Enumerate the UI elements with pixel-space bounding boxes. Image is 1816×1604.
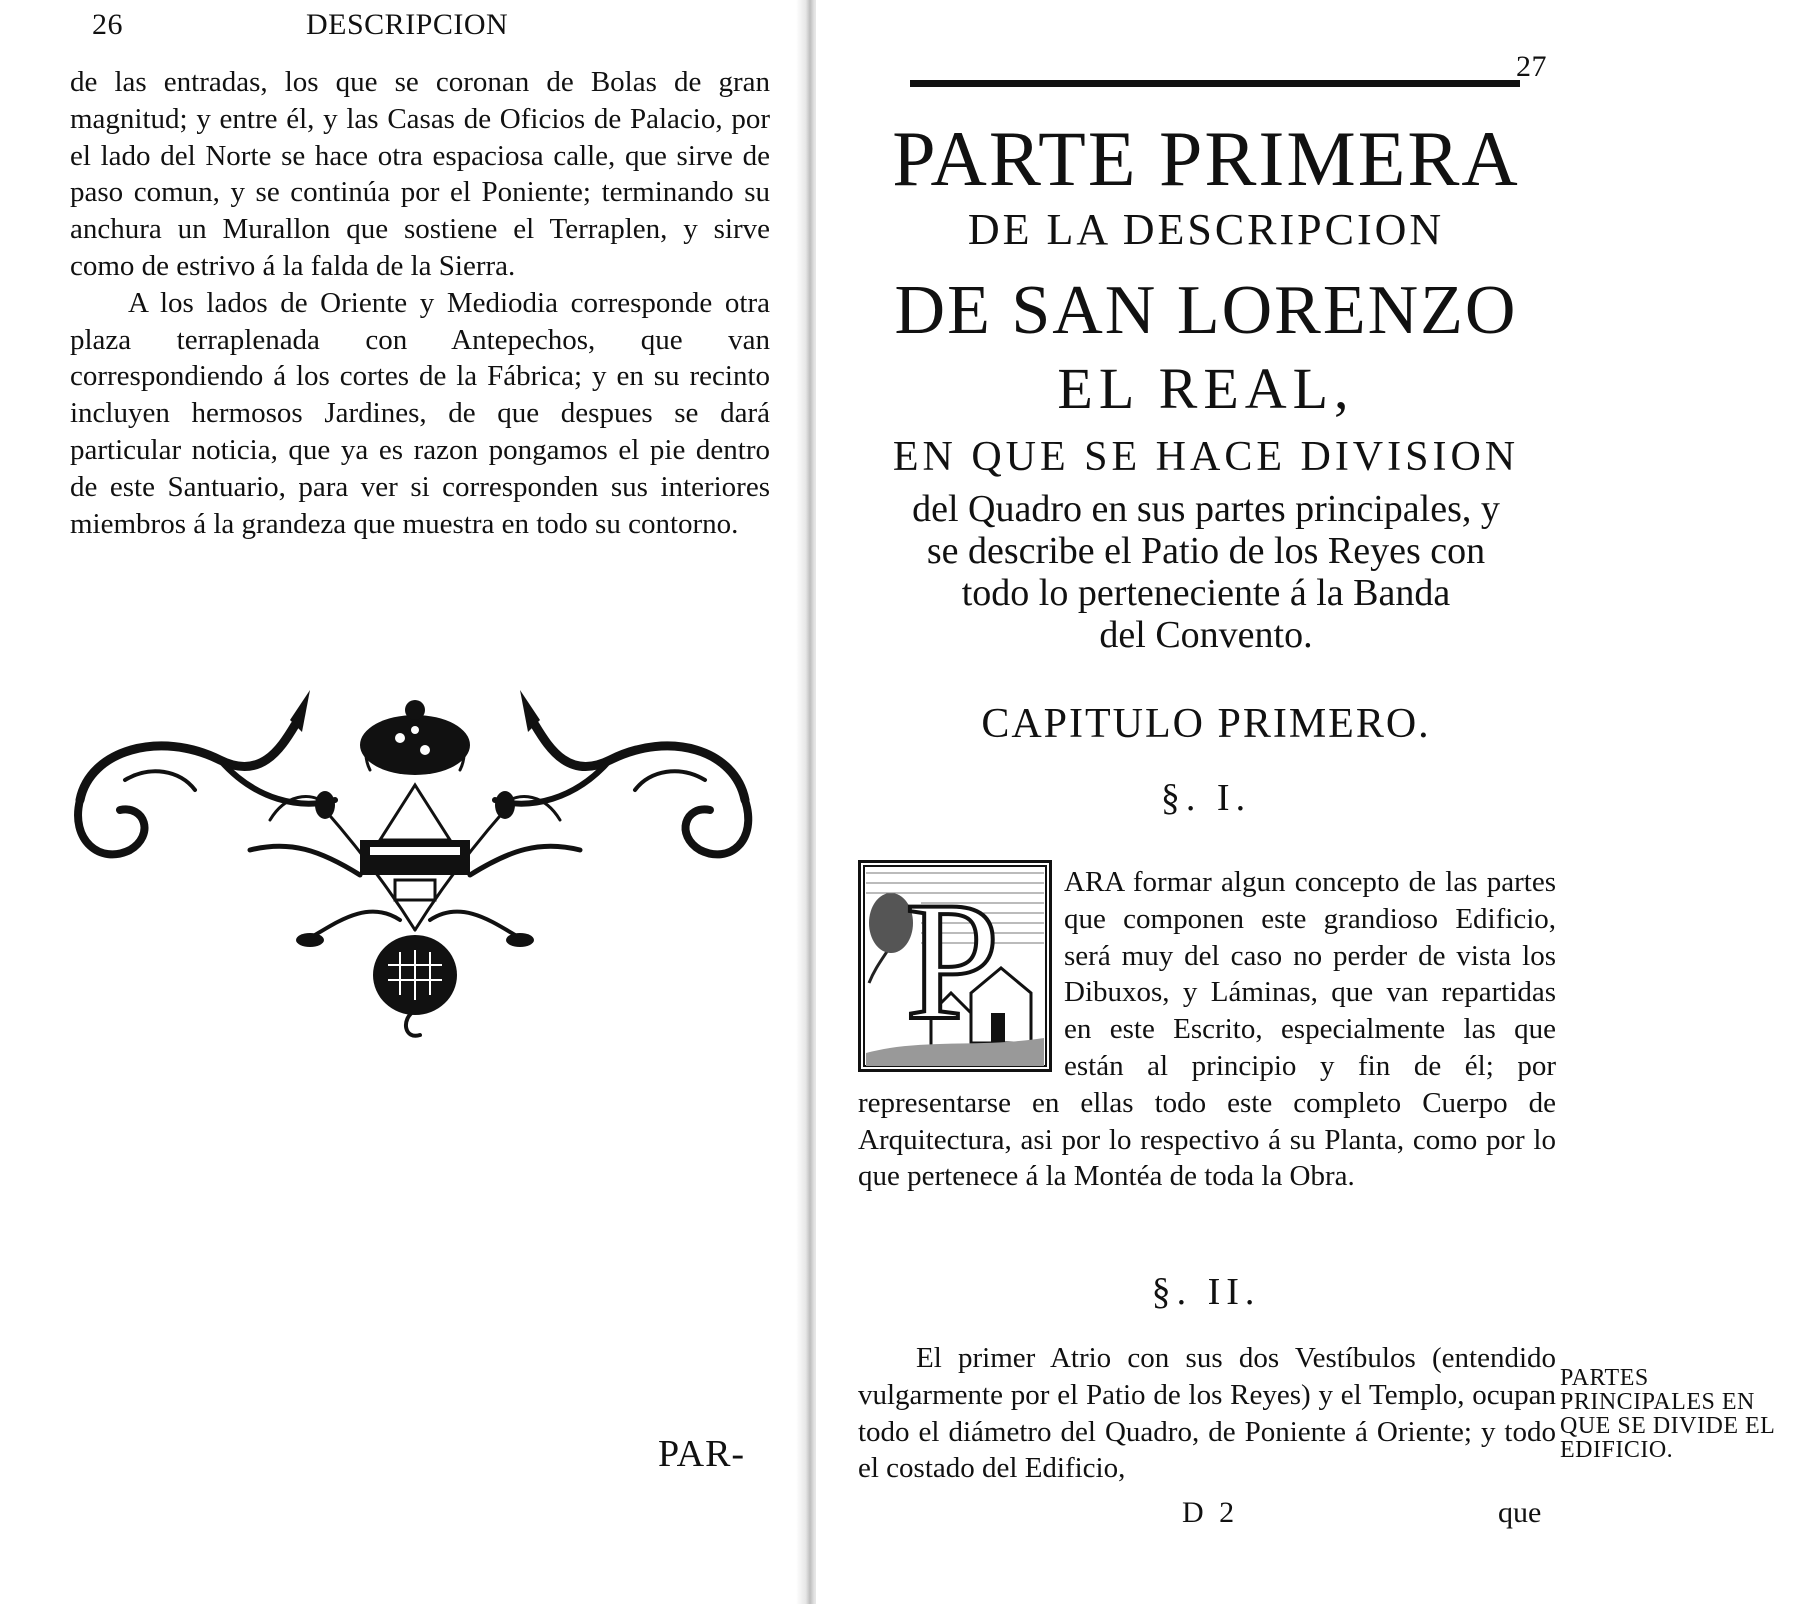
title-line-4: EL REAL,	[1057, 356, 1355, 421]
section-2-paragraph: El primer Atrio con sus dos Vestíbulos (entendido vulgarmente por el Patio de los Reyes) y el Templo, ocupan todo el diámetro del Quadro, de Poniente á Oriente; y todo el costado del Edificio,	[858, 1342, 1556, 1485]
title-line-2: DE LA DESCRIPCION	[967, 205, 1445, 254]
page-number: 27	[1516, 50, 1547, 83]
left-page	[0, 0, 808, 1604]
drop-cap-spacer	[858, 864, 1064, 1080]
left-paragraph-2: A los lados de Oriente y Mediodia corresponde otra plaza terraplenada con Antepechos, que van correspondiendo á los cortes de la Fábrica; y en su recinto incluyen hermosos Jardines, de que despues se dará particular noticia, que ya es razon pongamos el pie dentro de este Santuario, para ver si corresponden sus interiores miembros á la grandeza que muestra en todo su contorno.	[70, 286, 770, 540]
title-block	[856, 115, 1556, 656]
title-line-1: PARTE PRIMERA	[892, 115, 1520, 202]
section-1-paragraph: ARA formar algun concepto de las partes que componen este grandioso Edificio, será muy del caso no perder de vista los Dibuxos, y Láminas, que van repartidas en este Escrito, especialmente las que están al principio y fin de él; por representarse en ellas todo este completo Cuerpo de Arquitectura, asi por lo respectivo á su Planta, como por lo que pertenece á la Montéa de toda la Obra.	[858, 866, 1556, 1193]
running-head: DESCRIPCION	[306, 8, 509, 41]
ornament-tailpiece	[70, 690, 760, 1050]
title-line-7: se describe el Patio de los Reyes con	[926, 530, 1486, 572]
right-page	[816, 0, 1816, 1604]
right-catchword: que	[1498, 1496, 1542, 1529]
section-1-heading: §. I.	[1160, 777, 1252, 819]
title-line-5: EN QUE SE HACE DIVISION	[892, 434, 1520, 480]
signature-mark: D 2	[1182, 1496, 1239, 1529]
head-rule	[910, 80, 1520, 87]
page-number: 26	[92, 8, 123, 41]
section-2-heading: §. II.	[1151, 1271, 1261, 1313]
title-line-6: del Quadro en sus partes principales, y	[912, 488, 1500, 530]
left-catchword: PAR-	[658, 1433, 746, 1475]
chapter-heading: CAPITULO PRIMERO.	[981, 701, 1431, 747]
left-paragraph-1: de las entradas, los que se coronan de Bolas de gran magnitud; y entre él, y las Casas de Oficios de Palacio, por el lado del Norte se hace otra espaciosa calle, que sirve de paso comun, y se continúa por el Poniente; terminando su anchura un Murallon que sostiene el Terraplen, y sirve como de estrivo á la falda de la Sierra.	[70, 66, 770, 282]
title-line-3: DE SAN LORENZO	[894, 272, 1518, 349]
drop-cap-letter: P	[905, 867, 1000, 1055]
title-line-9: del Convento.	[1099, 614, 1313, 656]
left-body-text	[70, 64, 770, 542]
margin-note: PARTES PRINCIPALES EN QUE SE DIVIDE EL EDIFICIO.	[1560, 1365, 1775, 1463]
section-1-text	[858, 864, 1556, 1195]
title-line-8: todo lo perteneciente á la Banda	[961, 572, 1451, 614]
